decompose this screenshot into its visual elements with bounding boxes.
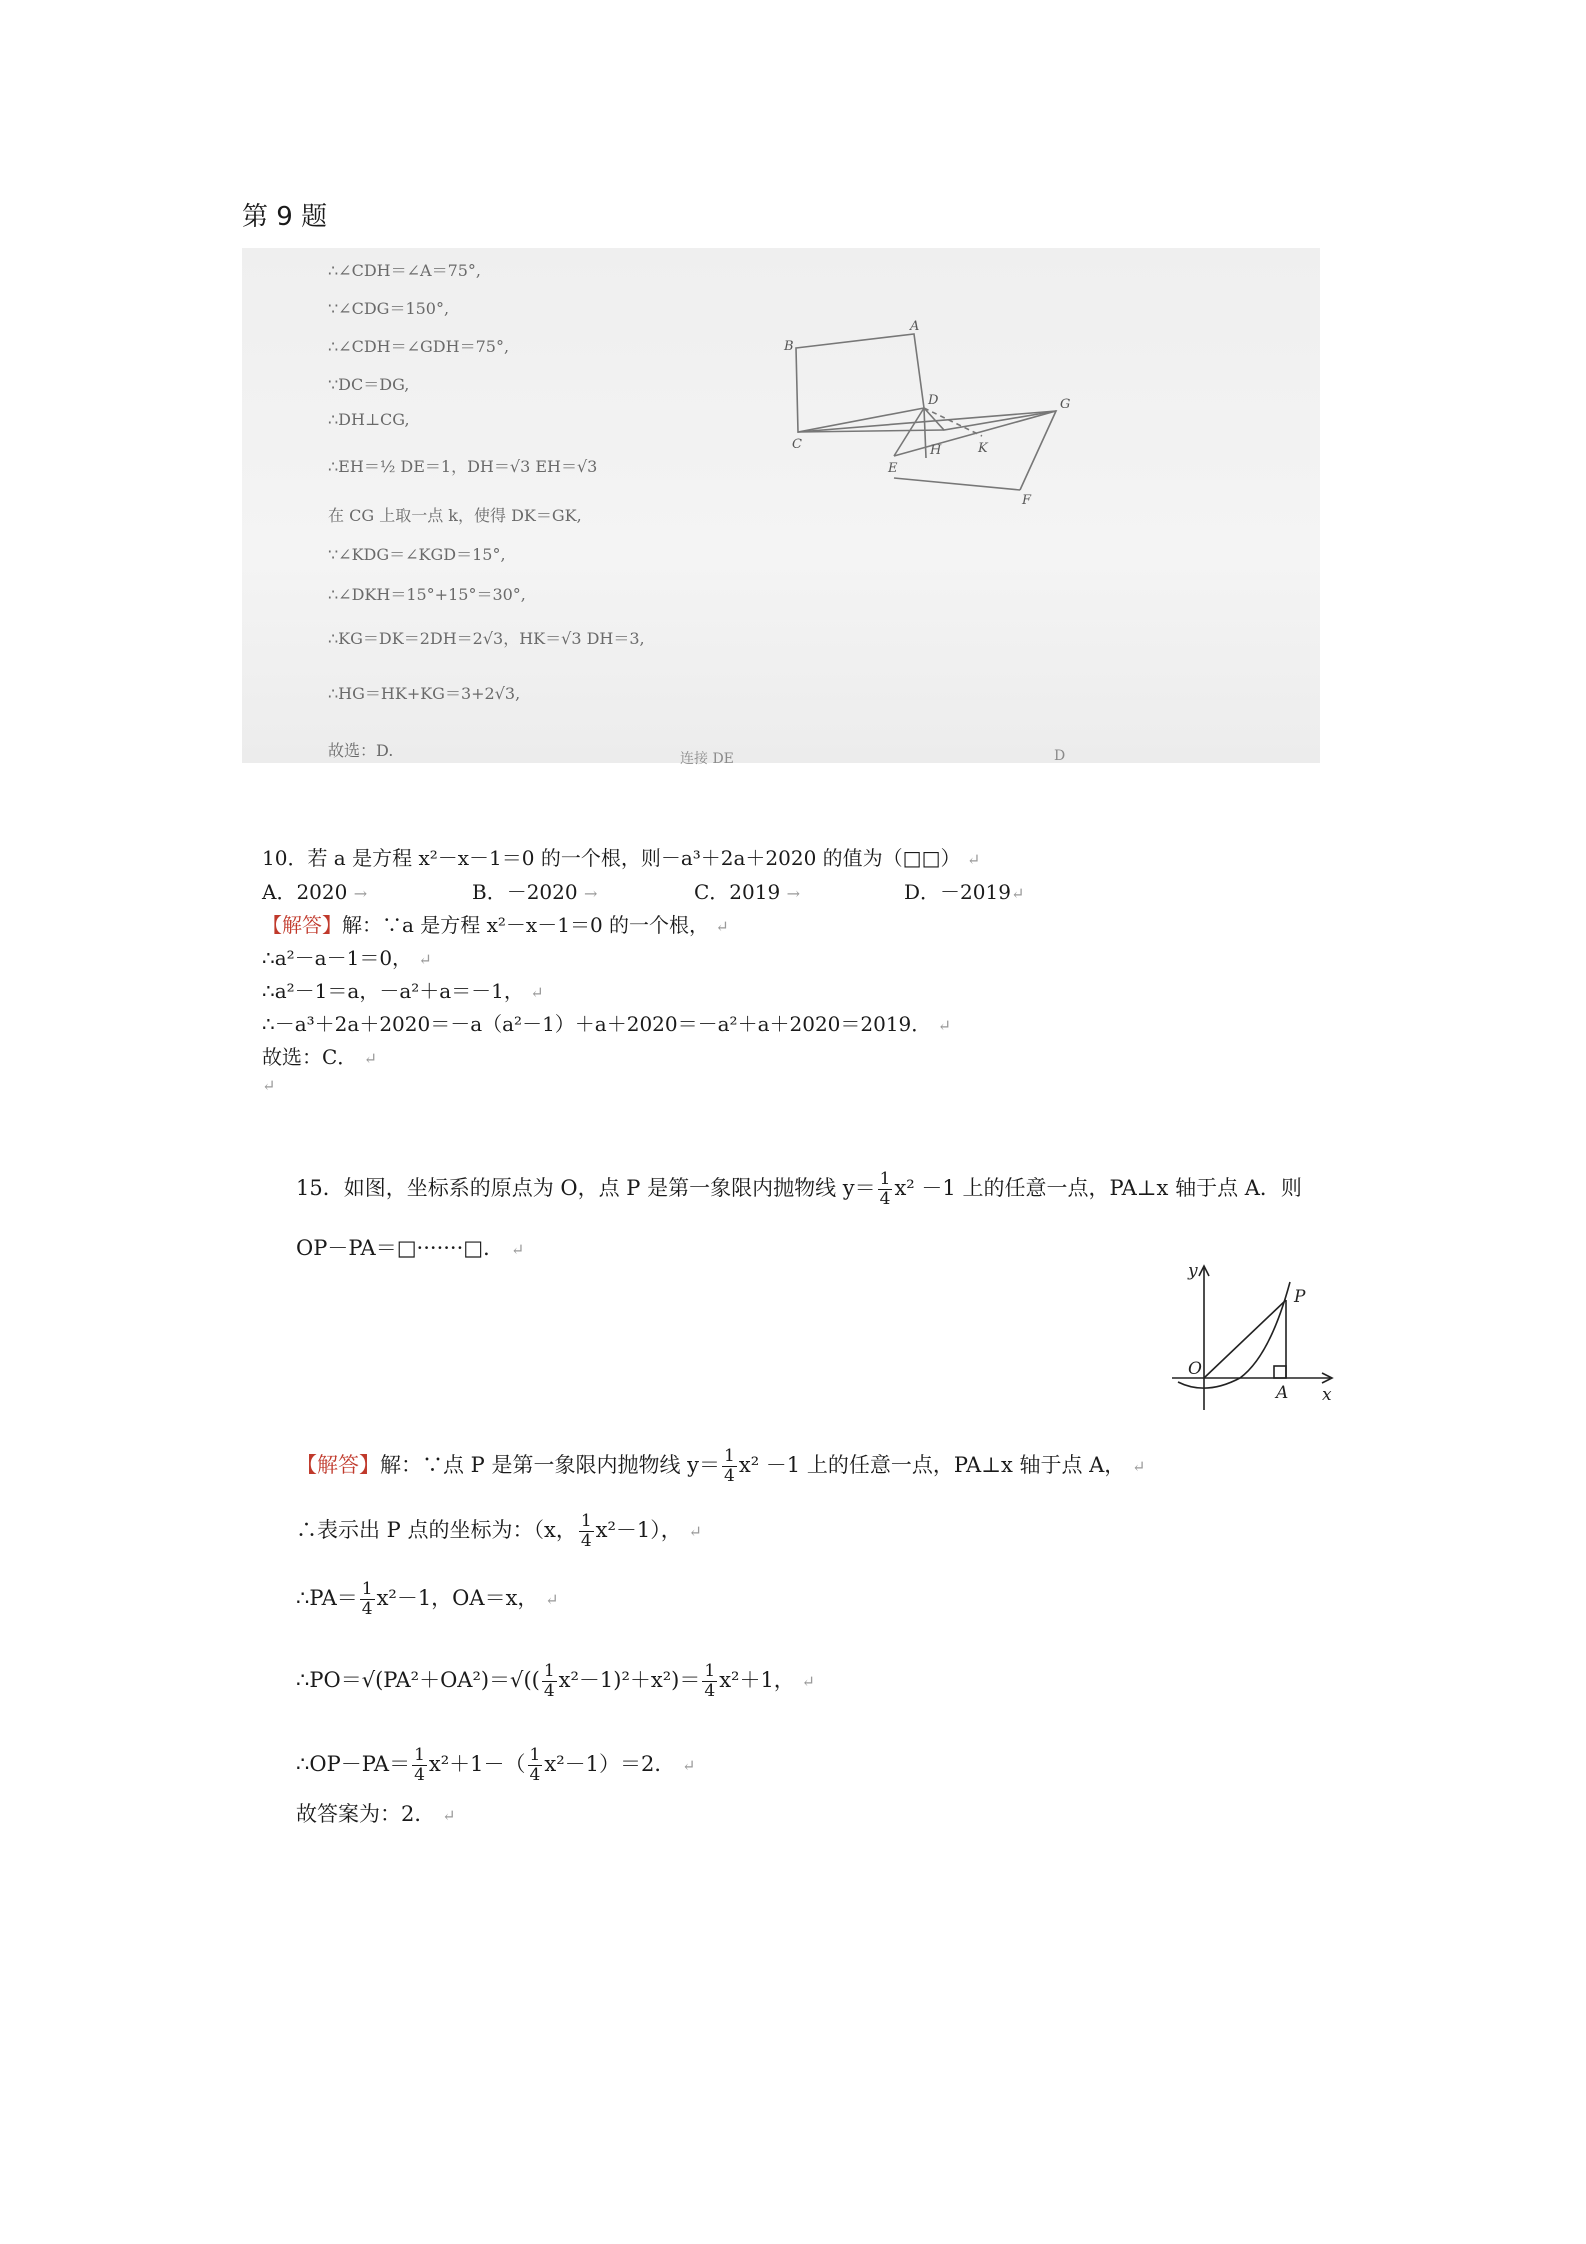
label-y: y	[1188, 1261, 1198, 1281]
p15-answer-line4: ∴PO＝√(PA²＋OA²)＝√(( $\frac{1}{4}$ x²－1)²＋x²)＝ $\frac{1}{4}$ x²＋1， ↵	[296, 1661, 815, 1701]
p9-cut-text: D	[1054, 748, 1066, 764]
p9-line: ∴∠CDH＝∠A＝75°,	[328, 261, 482, 280]
p15-parabola-graph	[1166, 1260, 1356, 1420]
p9-line: 在 CG 上取一点 k，使得 DK＝GK,	[328, 506, 582, 525]
choice-c: C．2019 →	[694, 880, 800, 904]
p9-geometry-figure	[782, 318, 1222, 508]
p15-question: 15．如图，坐标系的原点为 O，点 P 是第一象限内抛物线 y＝ $\frac{1}{4}$ x² －1 上的任意一点，PA⊥x 轴于点 A．则	[296, 1169, 1302, 1209]
p15-question-line2: OP－PA＝□·······□． ↵	[296, 1236, 525, 1260]
p9-line: 故选：D.	[328, 741, 394, 760]
label-b: B	[784, 339, 794, 354]
answer-tag: 【解答】	[296, 1453, 380, 1477]
p15-answer-line2: ∴表示出 P 点的坐标为：（x， $\frac{1}{4}$ x²－1）， ↵	[296, 1511, 702, 1551]
p9-line: ∵DC＝DG,	[328, 375, 410, 394]
choice-a: A．2020 →	[262, 880, 368, 904]
label-e: E	[888, 461, 898, 476]
label-d: D	[928, 393, 939, 408]
label-x: x	[1322, 1385, 1332, 1405]
p9-cut-text: 连接 DE	[680, 751, 734, 767]
p9-line: ∴EH＝½ DE＝1，DH＝√3 EH＝√3	[328, 457, 598, 476]
p9-line: ∴KG＝DK＝2DH＝2√3，HK＝√3 DH＝3,	[328, 629, 645, 648]
choice-b: B．－2020 →	[472, 880, 598, 904]
p15-answer-line6: 故答案为：2． ↵	[296, 1802, 456, 1826]
p9-line: ∴HG＝HK+KG＝3+2√3,	[328, 684, 521, 703]
rectangle-abcd	[796, 334, 924, 432]
p10-question-text: 10．若 a 是方程 x²－x－1＝0 的一个根，则－a³＋2a＋2020 的值为（□□）	[262, 846, 961, 870]
label-k: K	[978, 441, 988, 456]
p15-answer-line5: ∴OP－PA＝ $\frac{1}{4}$ x²＋1－（ $\frac{1}{4}$ x²－1）＝2． ↵	[296, 1745, 696, 1785]
fraction-one-quarter: $\frac{1}{4}$	[879, 1169, 891, 1209]
choice-d: D．－2019↵	[904, 880, 1025, 904]
label-f: F	[1022, 493, 1032, 508]
problem-9-heading: 第 9 题	[242, 202, 328, 232]
right-angle-mark	[1274, 1366, 1286, 1378]
p10-question	[262, 842, 980, 871]
label-g: G	[1060, 397, 1071, 412]
p9-line: ∴∠CDH＝∠GDH＝75°,	[328, 337, 510, 356]
label-h: H	[930, 443, 942, 458]
paragraph-mark: ↵	[966, 850, 981, 869]
label-c: C	[792, 437, 802, 452]
p9-line: ∴DH⊥CG,	[328, 410, 410, 429]
p15-answer-line3: ∴PA＝ $\frac{1}{4}$ x²－1，OA＝x， ↵	[296, 1579, 559, 1619]
problem-9-solution-photo	[242, 248, 1320, 767]
answer-tag: 【解答】	[262, 913, 342, 937]
p9-line: ∵∠KDG＝∠KGD＝15°,	[328, 545, 506, 564]
label-a: A	[910, 319, 920, 334]
p10-step: ∴a²－1＝a，－a²＋a＝－1， ↵	[262, 979, 544, 1003]
label-p: P	[1294, 1287, 1306, 1307]
p9-line: ∴∠DKH＝15°+15°＝30°,	[328, 585, 526, 604]
label-o: O	[1188, 1359, 1202, 1379]
paragraph-mark: ↵	[262, 1076, 276, 1095]
p10-answer-intro: 【解答】解：∵a 是方程 x²－x－1＝0 的一个根， ↵	[262, 913, 729, 937]
p10-step: 故选：C． ↵	[262, 1045, 378, 1069]
p15-answer-line1: 【解答】解：∵点 P 是第一象限内抛物线 y＝ $\frac{1}{4}$ x² －1 上的任意一点，PA⊥x 轴于点 A， ↵	[296, 1446, 1146, 1486]
p9-line: ∵∠CDG＝150°,	[328, 299, 450, 318]
label-a: A	[1276, 1383, 1289, 1403]
p10-choices	[262, 876, 1024, 905]
p10-step: ∴－a³＋2a＋2020＝－a（a²－1）＋a＋2020＝－a²＋a＋2020＝2019． ↵	[262, 1012, 952, 1036]
p10-step: ∴a²－a－1＝0， ↵	[262, 946, 432, 970]
